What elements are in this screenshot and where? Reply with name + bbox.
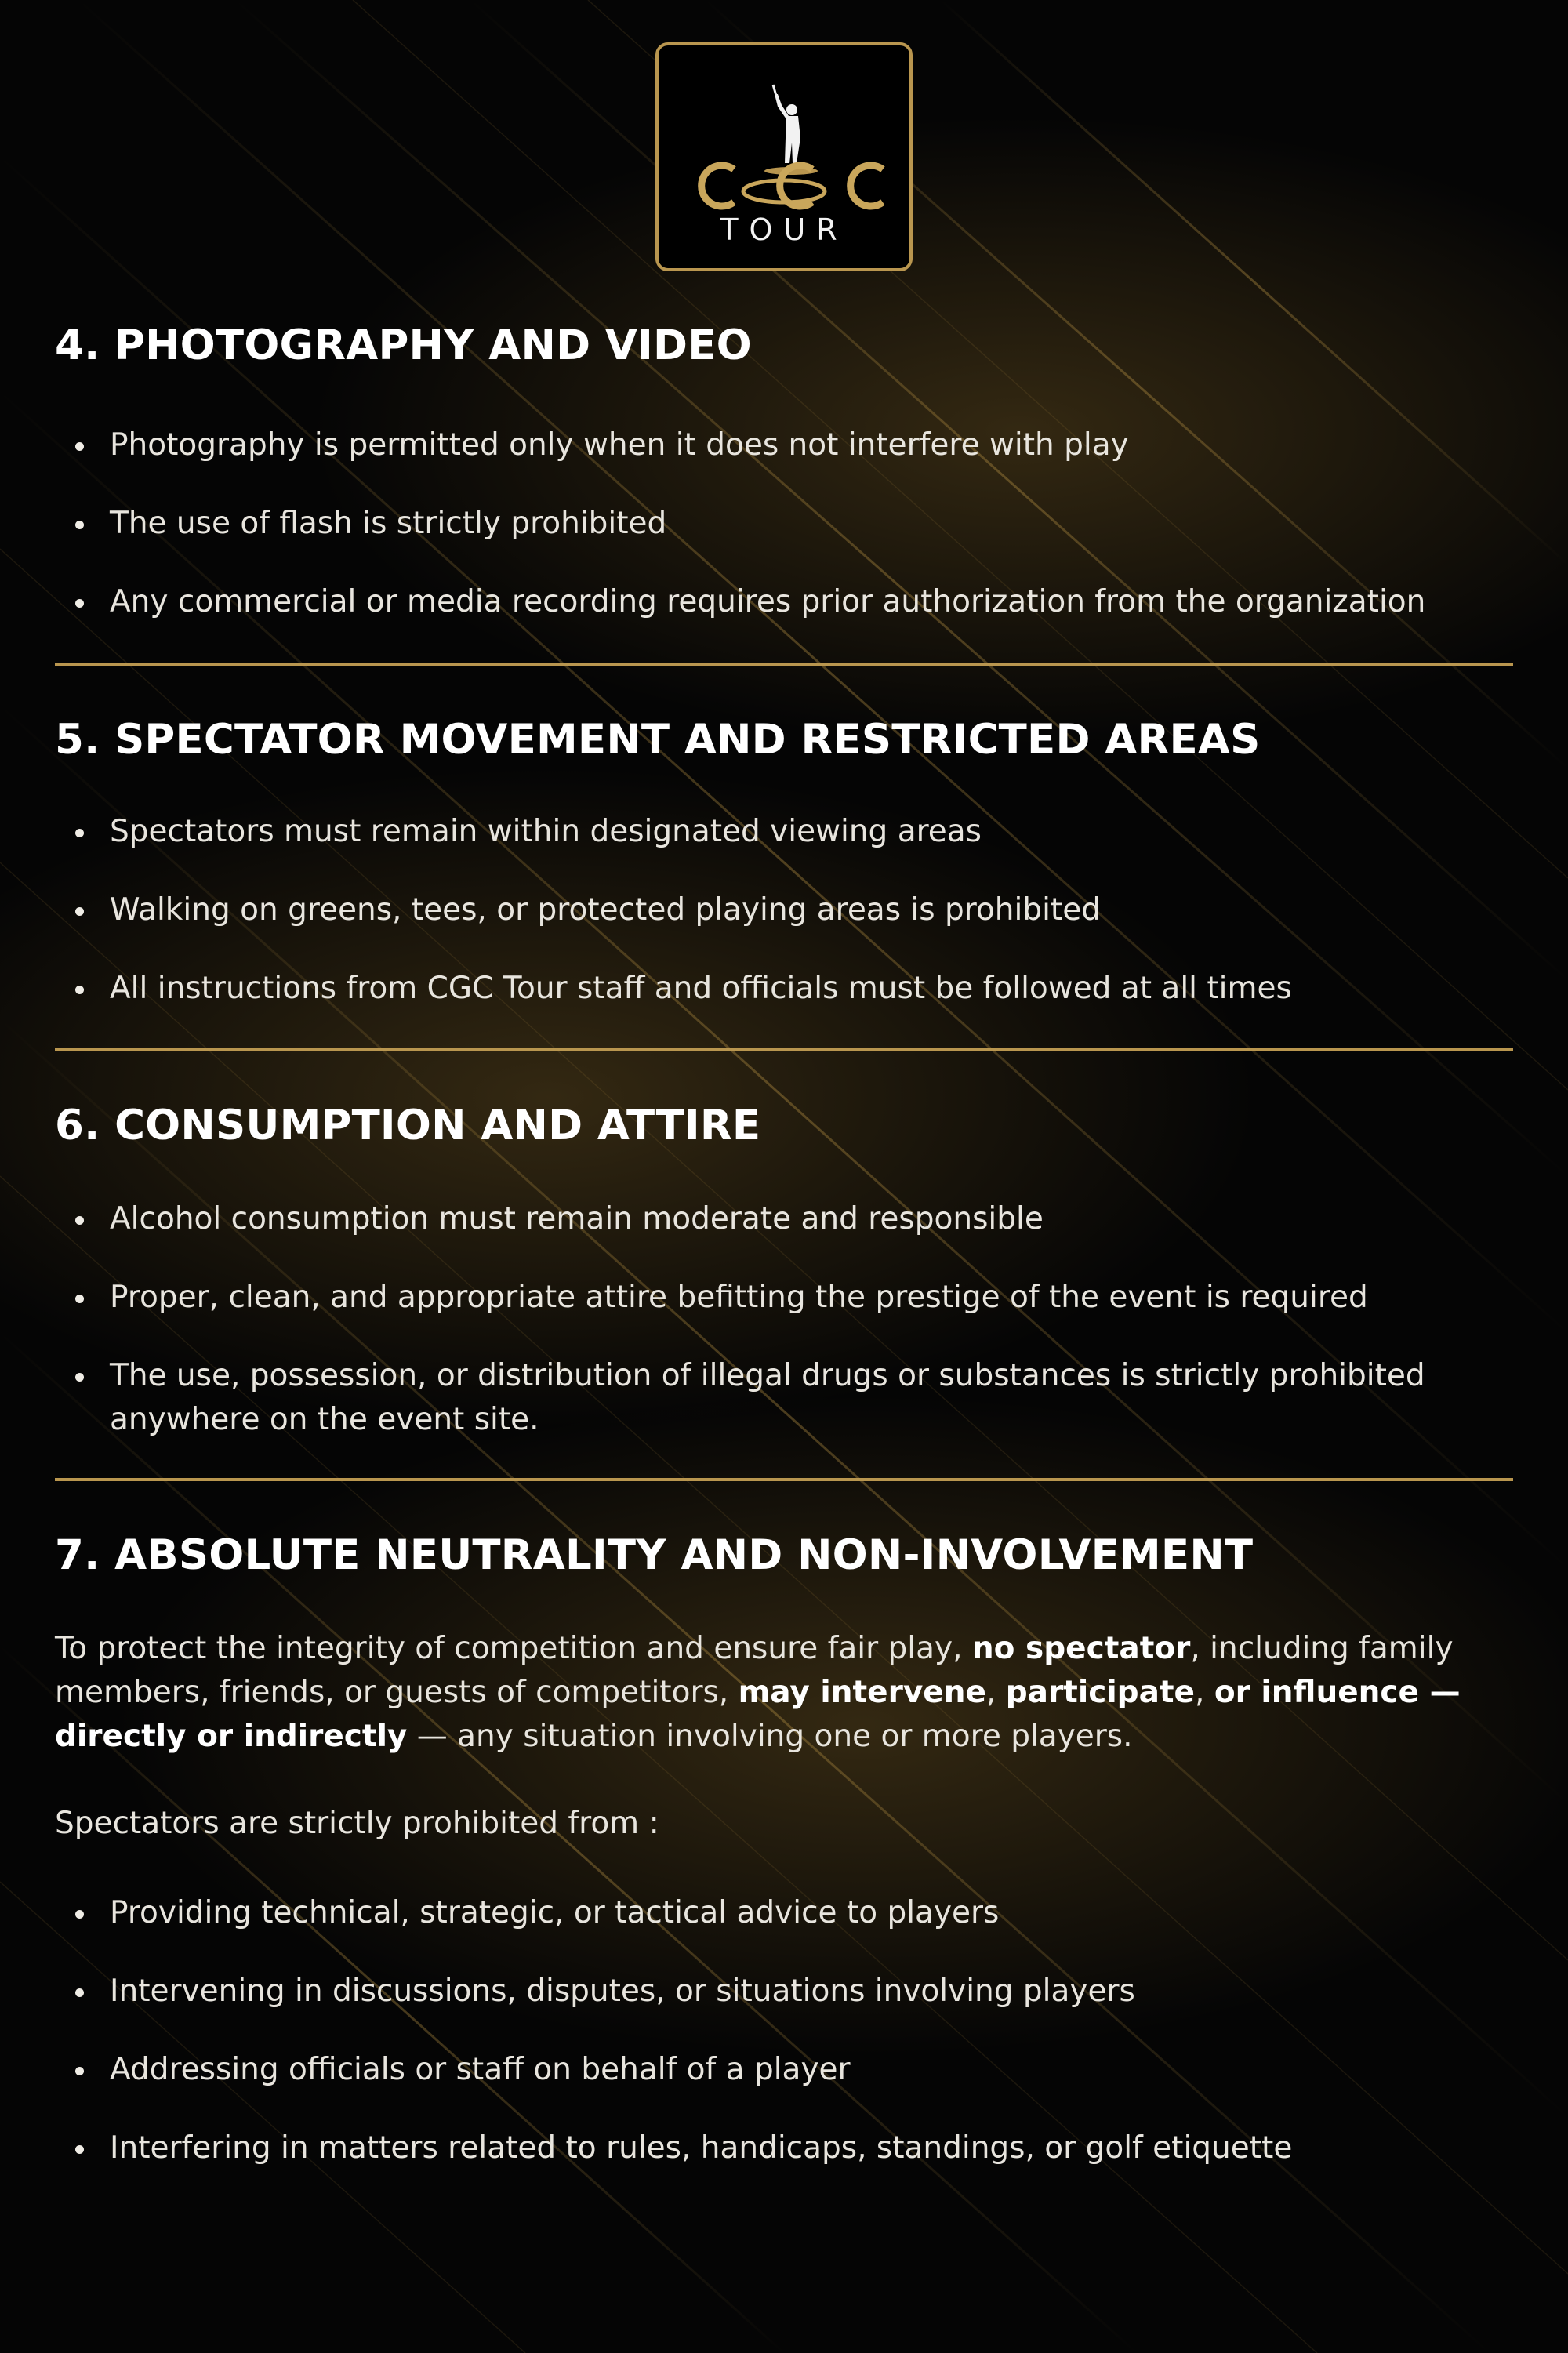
list-item: Photography is permitted only when it does not interfere with play: [55, 423, 1529, 467]
section-divider: [55, 1048, 1513, 1051]
section-divider: [55, 663, 1513, 666]
list-item: Addressing officials or staff on behalf of a player: [55, 2048, 1529, 2092]
list-item: Providing technical, strategic, or tactical advice to players: [55, 1891, 1529, 1935]
section-5-list: [55, 810, 1529, 1011]
list-item: All instructions from CGC Tour staff and officials must be followed at all times: [55, 967, 1529, 1011]
section-divider: [55, 1478, 1513, 1481]
list-item: The use, possession, or distribution of illegal drugs or substances is strictly prohibited anywhere on the event site.: [55, 1354, 1529, 1442]
list-item: The use of flash is strictly prohibited: [55, 502, 1529, 546]
cgc-tour-logo: [655, 42, 913, 271]
section-4-title: 4. PHOTOGRAPHY AND VIDEO: [55, 321, 752, 369]
golfer-icon: [764, 85, 818, 175]
list-item: Proper, clean, and appropriate attire befitting the prestige of the event is required: [55, 1276, 1529, 1320]
section-6-title: 6. CONSUMPTION AND ATTIRE: [55, 1102, 761, 1149]
list-item: Intervening in discussions, disputes, or situations involving players: [55, 1970, 1529, 2013]
section-7-title: 7. ABSOLUTE NEUTRALITY AND NON-INVOLVEMENT: [55, 1531, 1254, 1579]
section-7-intro: To protect the integrity of competition and ensure fair play, no spectator, including family members, friends, or guests of competitors, may intervene, participate, or influence — directly or indirectly — any situation involving one or more players.: [55, 1631, 1461, 1754]
section-7-lead: Spectators are strictly prohibited from :: [55, 1806, 659, 1841]
section-4-list: [55, 423, 1529, 624]
list-item: Interfering in matters related to rules, handicaps, standings, or golf etiquette: [55, 2126, 1529, 2170]
list-item: Walking on greens, tees, or protected playing areas is prohibited: [55, 888, 1529, 932]
list-item: Alcohol consumption must remain moderate and responsible: [55, 1197, 1529, 1241]
logo-subtitle: TOUR: [720, 212, 848, 247]
section-6-list: [55, 1197, 1529, 1442]
list-item: Spectators must remain within designated viewing areas: [55, 810, 1529, 854]
list-item: Any commercial or media recording requires prior authorization from the organization: [55, 580, 1529, 624]
section-5-title: 5. SPECTATOR MOVEMENT AND RESTRICTED AREAS: [55, 716, 1261, 764]
section-7-list: [55, 1891, 1529, 2170]
logo-graphic: [659, 45, 909, 268]
